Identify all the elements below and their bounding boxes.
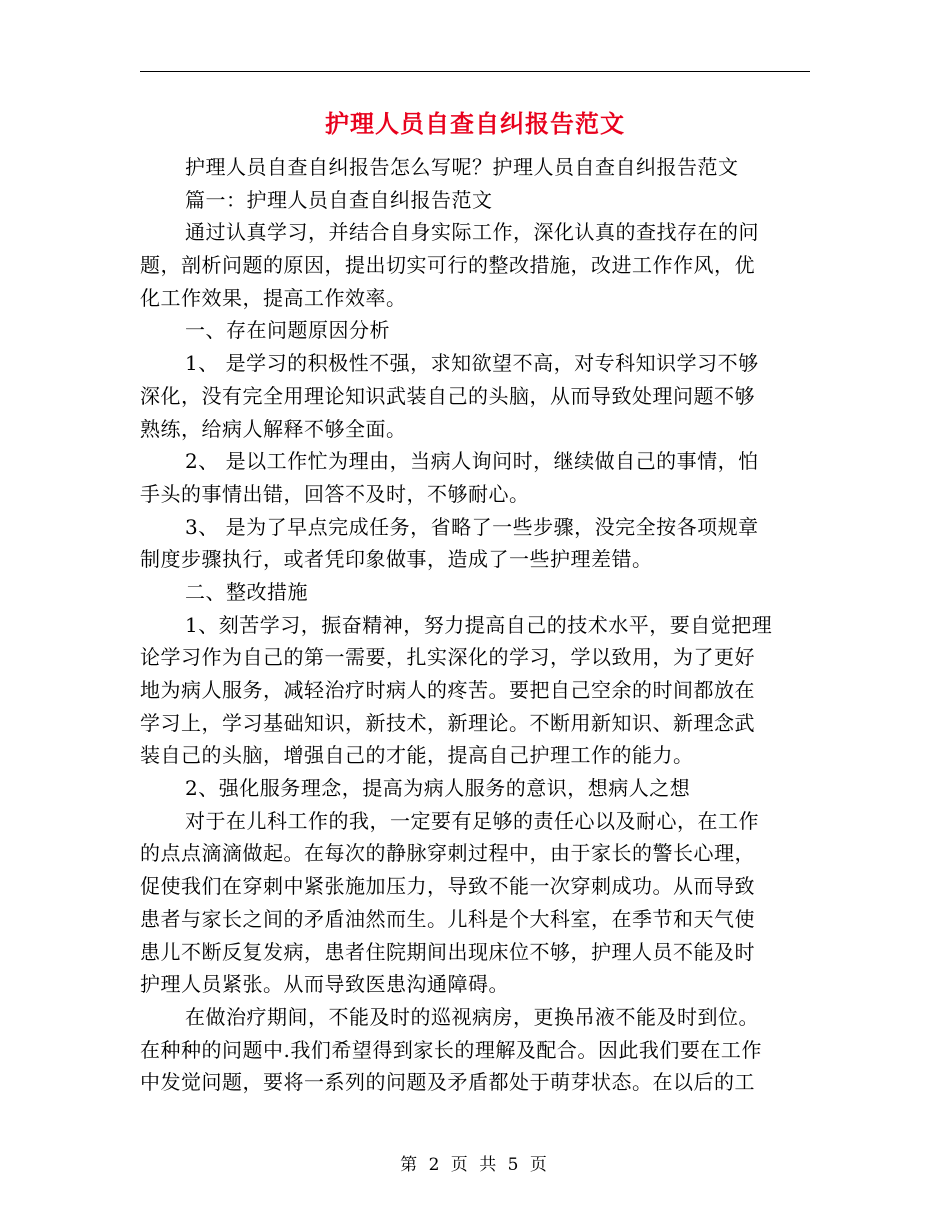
paragraph-line: 论学习作为自己的第一需要，扎实深化的学习，学以致用，为了更好 xyxy=(140,645,755,670)
paragraph-line: 通过认真学习，并结合自身实际工作，深化认真的查找存在的问 xyxy=(185,220,759,245)
paragraph-line: 的点点滴滴做起。在每次的静脉穿刺过程中，由于家长的警长心理， xyxy=(140,841,755,866)
paragraph-line: 护理人员紧张。从而导致医患沟通障碍。 xyxy=(140,972,509,997)
paragraph-line: 护理人员自查自纠报告怎么写呢？护理人员自查自纠报告范文 xyxy=(185,155,739,179)
paragraph-line: 1、刻苦学习，振奋精神，努力提高自己的技术水平，要自觉把理 xyxy=(185,612,773,637)
paragraph-line: 患儿不断反复发病，患者住院期间出现床位不够，护理人员不能及时 xyxy=(140,939,755,964)
paragraph-line: 在做治疗期间，不能及时的巡视病房，更换吊液不能及时到位。 xyxy=(185,1004,759,1029)
paragraph-line: 3、 是为了早点完成任务，省略了一些步骤，没完全按各项规章 xyxy=(185,514,759,539)
paragraph-line: 促使我们在穿刺中紧张施加压力，导致不能一次穿刺成功。从而导致 xyxy=(140,874,755,899)
header-rule xyxy=(140,71,810,72)
paragraph-line: 一、存在问题原因分析 xyxy=(185,318,390,343)
document-title: 护理人员自查自纠报告范文 xyxy=(325,109,625,138)
paragraph-line: 熟练，给病人解释不够全面。 xyxy=(140,416,407,441)
paragraph-line: 制度步骤执行，或者凭印象做事，造成了一些护理差错。 xyxy=(140,547,653,572)
document-body xyxy=(140,151,810,1099)
paragraph-line: 在种种的问题中.我们希望得到家长的理解及配合。因此我们要在工作 xyxy=(140,1037,762,1062)
paragraph-line: 对于在儿科工作的我，一定要有足够的责任心以及耐心，在工作 xyxy=(185,808,759,833)
paragraph-line: 2、强化服务理念，提高为病人服务的意识，想病人之想 xyxy=(185,776,691,801)
paragraph-line: 题，剖析问题的原因，提出切实可行的整改措施，改进工作作风，优 xyxy=(140,253,755,278)
paragraph-line: 地为病人服务，减轻治疗时病人的疼苦。要把自己空余的时间都放在 xyxy=(140,678,755,702)
paragraph-line: 1、 是学习的积极性不强，求知欲望不高，对专科知识学习不够 xyxy=(185,351,759,376)
paragraph-line: 装自己的头脑，增强自己的才能，提高自己护理工作的能力。 xyxy=(140,743,694,768)
page-number: 第 2 页 共 5 页 xyxy=(400,1155,550,1175)
paragraph-line: 化工作效果，提高工作效率。 xyxy=(140,285,407,310)
paragraph-line: 二、整改措施 xyxy=(185,579,308,604)
paragraph-line: 篇一：护理人员自查自纠报告范文 xyxy=(185,187,493,212)
paragraph-line: 中发觉问题，要将一系列的问题及矛盾都处于萌芽状态。在以后的工 xyxy=(140,1070,755,1095)
paragraph-line: 患者与家长之间的矛盾油然而生。儿科是个大科室，在季节和天气使 xyxy=(140,906,755,931)
paragraph-line: 手头的事情出错，回答不及时，不够耐心。 xyxy=(140,481,530,506)
paragraph-line: 2、 是以工作忙为理由，当病人询问时，继续做自己的事情，怕 xyxy=(185,449,759,474)
paragraph-line: 学习上，学习基础知识，新技术，新理论。不断用新知识、新理念武 xyxy=(140,710,755,735)
paragraph-line: 深化，没有完全用理论知识武装自己的头脑，从而导致处理问题不够 xyxy=(140,383,755,408)
